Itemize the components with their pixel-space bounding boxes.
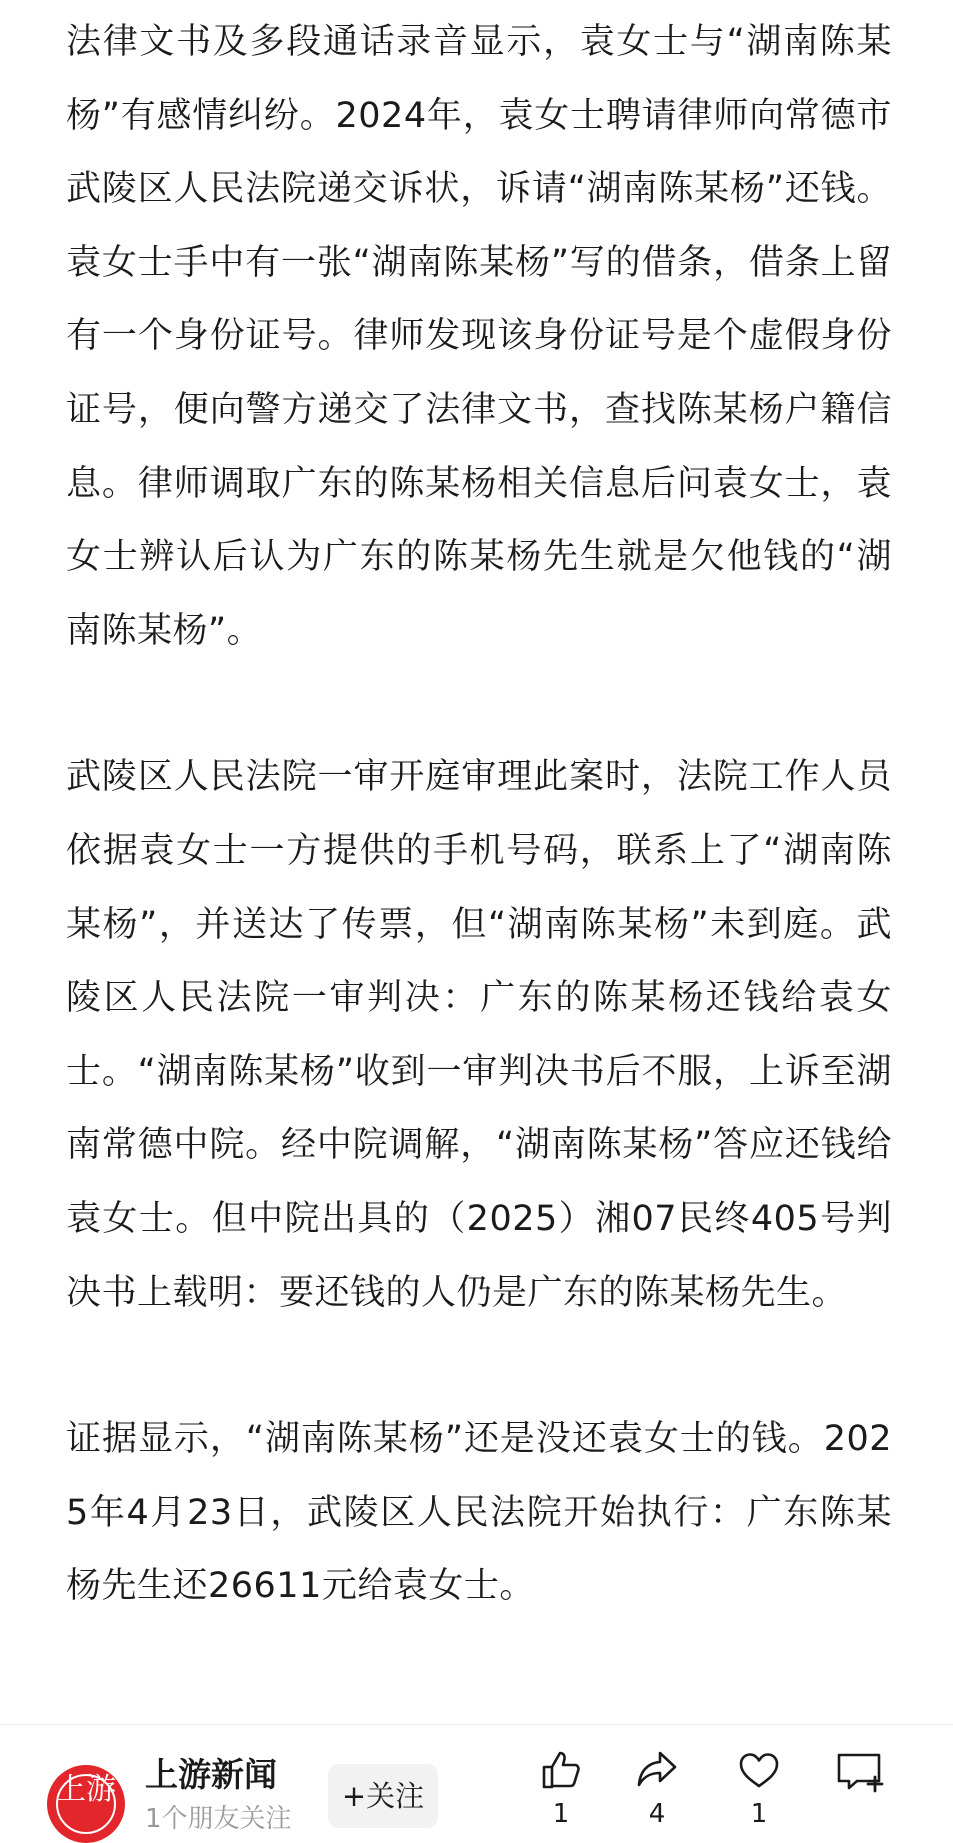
share-arrow-icon: [622, 1747, 692, 1793]
comment-add-icon: [826, 1747, 896, 1793]
heart-icon: [724, 1747, 794, 1793]
source-followers-text: 1个朋友关注: [145, 1804, 292, 1834]
like-button[interactable]: [526, 1747, 596, 1843]
source-name[interactable]: 上游新闻: [145, 1755, 277, 1794]
favorite-button[interactable]: [724, 1747, 794, 1843]
source-logo[interactable]: [47, 1765, 125, 1843]
like-count: 1: [552, 1799, 570, 1829]
article-body: [66, 6, 892, 1624]
share-count: 4: [648, 1799, 666, 1829]
share-button[interactable]: [622, 1747, 692, 1843]
article-paragraph: 武陵区人民法院一审开庭审理此案时，法院工作人员依据袁女士一方提供的手机号码，联系上了“湖南陈某杨”，并送达了传票，但“湖南陈某杨”未到庭。武陵区人民法院一审判决：广东的陈某杨还钱给袁女士。“湖南陈某杨”收到一审判决书后不服，上诉至湖南常德中院。经中院调解，“湖南陈某杨”答应还钱给袁女士。但中院出具的（2025）湘07民终405号判决书上载明：要还钱的人仍是广东的陈某杨先生。: [66, 757, 892, 1313]
favorite-count: 1: [750, 1799, 768, 1829]
bottom-action-bar: [0, 1724, 953, 1842]
follow-button[interactable]: +关注: [328, 1764, 438, 1828]
logo-text: 上游: [56, 1772, 116, 1807]
thumbs-up-icon: [526, 1747, 596, 1793]
article-paragraph: 证据显示，“湖南陈某杨”还是没还袁女士的钱。2025年4月23日，武陵区人民法院开始执行：广东陈某杨先生还26611元给袁女士。: [66, 1419, 892, 1607]
article-paragraph: 法律文书及多段通话录音显示，袁女士与“湖南陈某杨”有感情纠纷。2024年，袁女士聘请律师向常德市武陵区人民法院递交诉状，诉请“湖南陈某杨”还钱。袁女士手中有一张“湖南陈某杨”写的借条，借条上留有一个身份证号。律师发现该身份证号是个虚假身份证号，便向警方递交了法律文书，查找陈某杨户籍信息。律师调取广东的陈某杨相关信息后问袁女士，袁女士辨认后认为广东的陈某杨先生就是欠他钱的“湖南陈某杨”。: [66, 22, 892, 651]
comment-button[interactable]: [826, 1747, 896, 1843]
